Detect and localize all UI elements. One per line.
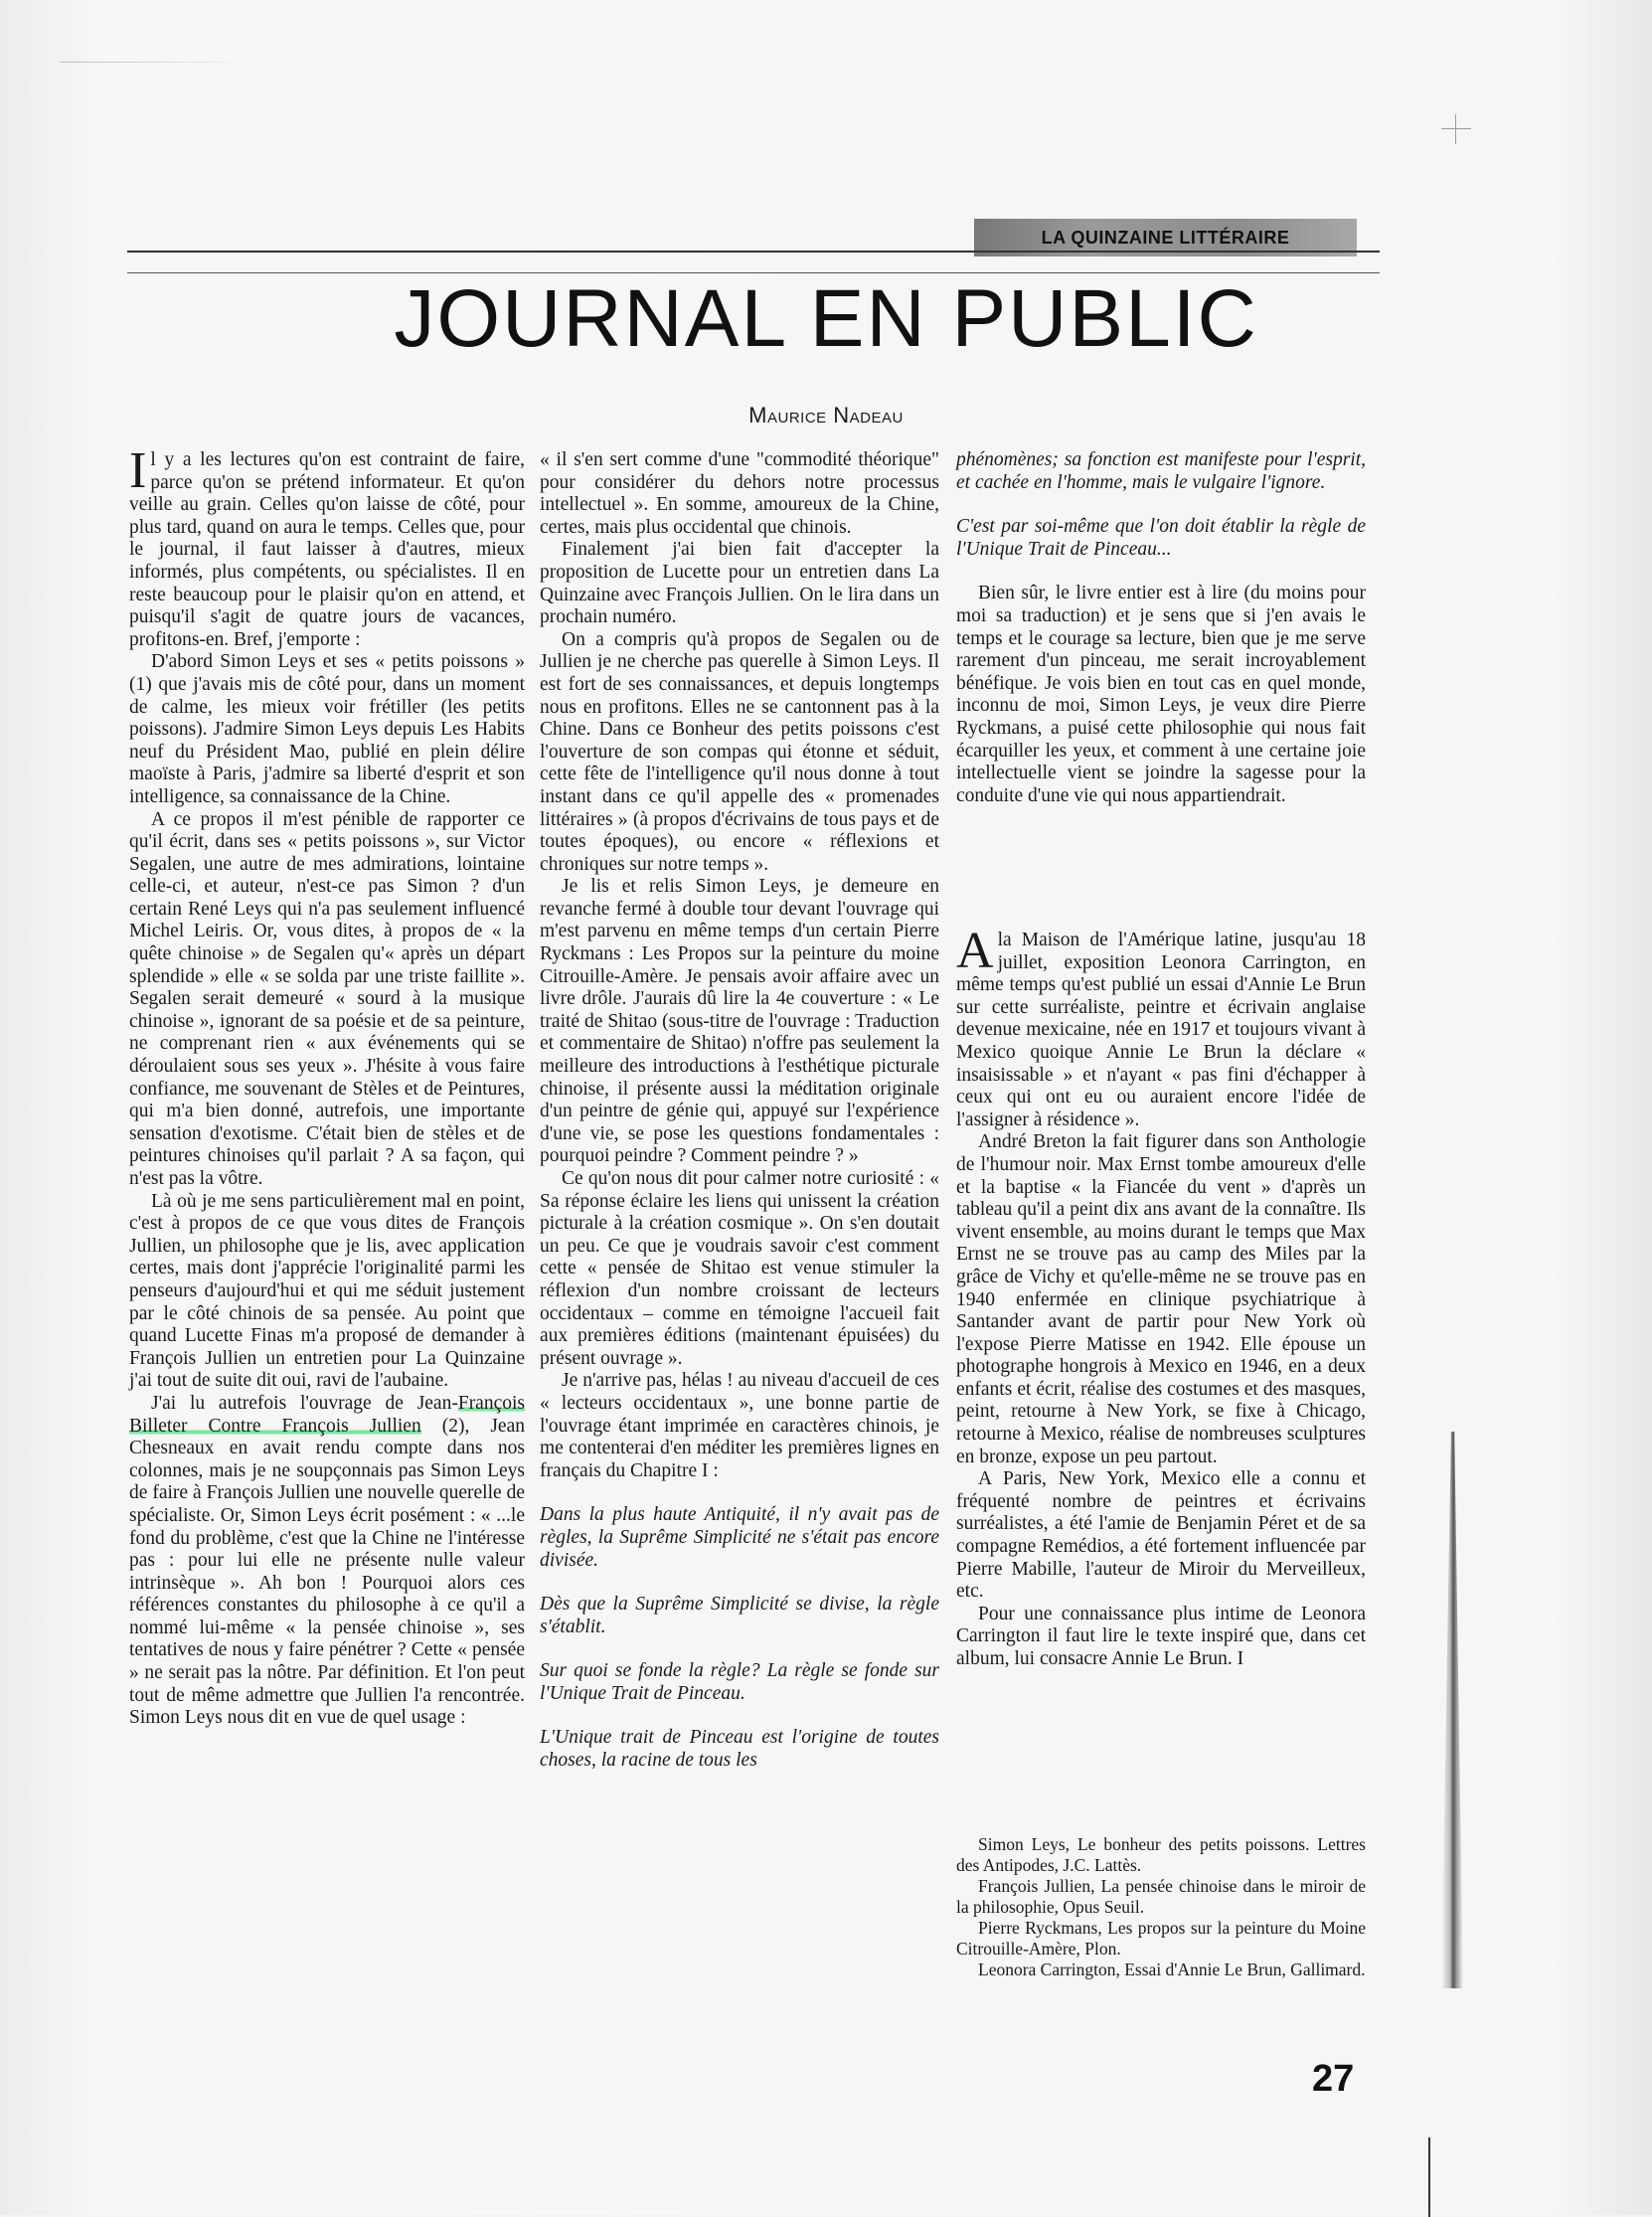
scan-edge-line: [60, 62, 258, 63]
paragraph: D'abord Simon Leys et ses « petits poissons » (1) que j'avais mis de côté pour, dans un moment de calme, les mieux voir frétiller (les petits poissons). J'admire Simon Leys depuis Les Habits neuf du Président Mao, publié en plein délire maoïste à Paris, j'admire sa liberté d'esprit et son intelligence, sa connaissance de la Chine.: [129, 651, 525, 807]
paragraph: Je lis et relis Simon Leys, je demeure en revanche fermé à double tour devant l'ouvrage qui m'est parvenu en même temps d'un certain Pierre Ryckmans : Les Propos sur la peinture du moine Citrouille-Amère. Je pensais avoir affaire avec un livre drôle. J'aurais dû lire la 4e couverture : « Le traité de Shitao (sous-titre de l'ouvrage : Traduction et commentaire de Shitao) n'offre pas seulement la meilleure des introductions à l'esthétique picturale chinoise, il présente aussi la méditation originale d'un peintre de génie qui, appuyé sur l'expérience d'une vie, se pose les questions fondamentales : pourquoi peindre ? Comment peindre ? »: [540, 876, 939, 1167]
paragraph: On a compris qu'à propos de Segalen ou de Jullien je ne cherche pas querelle à Simon Leys. Il est fort de ses connaissances, et depuis longtemps nous en profitons. Elles ne se cantonnent pas à la Chine. Dans ce Bonheur des petits poissons c'est l'ouverture de son compas qui étonne et séduit, cette fête de l'intelligence qu'il nous donne à tout instant dans ce qu'il appelle des « promenades littéraires » (à propos d'écrivains de tous pays et de toutes époques), ou encore « réflexions et chroniques sur notre temps ».: [540, 628, 939, 875]
quotation: phénomènes; sa fonction est manifeste pour l'esprit, et cachée en l'homme, mais le vulgaire l'ignore.: [956, 449, 1366, 493]
quotation: Sur quoi se fonde la règle? La règle se fonde sur l'Unique Trait de Pinceau.: [540, 1660, 939, 1704]
paragraph: Je n'arrive pas, hélas ! au niveau d'accueil de ces « lecteurs occidentaux », une bonne partie de l'ouvrage étant imprimée en caractères chinois, je me contenterai d'en méditer les premières lignes en français du Chapitre I :: [540, 1370, 939, 1481]
quotation: Dès que la Suprême Simplicité se divise, la règle s'établit.: [540, 1594, 939, 1637]
quotation: L'Unique trait de Pinceau est l'origine de toutes choses, la racine de tous les: [540, 1727, 939, 1772]
text-column-1: [129, 442, 525, 1730]
text-column-3-section-2: [956, 923, 1366, 1671]
paragraph: Ce qu'on nous dit pour calmer notre curiosité : « Sa réponse éclaire les liens qui unissent la création picturale à la création cosmique ». On s'en doutait un peu. Ce que je voudrais savoir c'est comment cette « pensée de Shitao est venue stimuler la réflexion d'un nombre croissant de lecteurs occidentaux – comme en témoigne l'accueil fait aux premières éditions (maintenant épuisées) du présent ouvrage ».: [540, 1168, 939, 1369]
publication-banner: LA QUINZAINE LITTÉRAIRE: [974, 219, 1357, 256]
quotation: C'est par soi-même que l'on doit établir la règle de l'Unique Trait de Pinceau...: [956, 516, 1366, 560]
note-item: Simon Leys, Le bonheur des petits poissons. Lettres des Antipodes, J.C. Lattès.: [956, 1834, 1366, 1875]
bibliography-notes: [956, 1834, 1366, 1980]
margin-binding-mark: [1441, 1432, 1463, 1988]
paragraph: A ce propos il m'est pénible de rapporter ce qu'il écrit, dans ses « petits poissons », sur Victor Segalen, une autre de mes admirations, lointaine celle-ci, et auteur, n'est-ce pas Simon ? d'un certain René Leys qui n'a pas seulement influencé Michel Leiris. Or, vous dites, à propos de « la quête chinoise » de Segalen qu'« après un départ splendide » elle « se solda par une triste faillite ». Segalen serait demeuré « sourd à la musique chinoise », ignorant de sa poésie et de sa peinture, ne comprenant rien « aux événements qui se déroulaient sous ses yeux ». J'hésite à vous faire confiance, me souvenant de Stèles et de Peintures, qui m'a bien donné, autrefois, une importante sensation d'exotisme. C'était bien de stèles et de peintures chinoises qu'il parlait ? A sa façon, qui n'est pas la vôtre.: [129, 808, 525, 1189]
highlighted-text: François Billeter Contre François Jullien: [129, 1392, 525, 1437]
article-title: JOURNAL EN PUBLIC: [394, 273, 1258, 364]
paragraph: Il y a les lectures qu'on est contraint de faire, parce qu'on se prétend informateur. Et qu'on veille au grain. Celles qu'on laisse de côté, pour plus tard, quand on aura le temps. Celles que, pour le journal, il faut laisser à d'autres, mieux informés, plus compétents, ou spécialistes. Il en reste beaucoup pour le plaisir qu'on en attend, et puisqu'il s'agit de quatre jours de vacances, profitons-en. Bref, j'emporte :: [129, 442, 525, 650]
paragraph: André Breton la fait figurer dans son Anthologie de l'humour noir. Max Ernst tombe amoureux d'elle et la baptise « la Fiancée du vent » d'après un tableau qu'il a peint dix ans avant de la connaître. Ils vivent ensemble, au moins durant le temps que Max Ernst ne se trouve pas au camp des Miles par la grâce de Vichy et qu'elle-même ne se trouve pas en 1940 enfermée en clinique psychiatrique à Santander avant de partir pour New York où l'expose Pierre Matisse en 1942. Elle épouse un photographe hongrois à Mexico en 1946, en a deux enfants et écrit, réalise des costumes et des masques, peint, retourne à New York, se fixe à Chicago, retourne à Mexico, réalise de nombreuses sculptures en bronze, expose un peu partout.: [956, 1131, 1366, 1467]
paragraph: « il s'en sert comme d'une "commodité théorique" pour considérer du dehors notre processus intellectuel ». En somme, amoureux de la Chine, certes, mais plus occidental que chinois.: [540, 449, 939, 538]
header-rule: [127, 251, 1380, 253]
text-column-3: [956, 449, 1366, 807]
paragraph: Là où je me sens particulièrement mal en point, c'est à propos de ce que vous dites de François Jullien, un philosophe que je lis, avec application certes, mais dont j'apprécie l'originalité parmi les penseurs d'aujourd'hui et qui me séduit justement par le côté chinois de sa pensée. Au point que quand Lucette Finas m'a proposé de demander à François Jullien un entretien pour La Quinzaine j'ai tout de suite dit oui, ravi de l'aubaine.: [129, 1190, 525, 1392]
quotation: Dans la plus haute Antiquité, il n'y avait pas de règles, la Suprême Simplicité ne s'était pas encore divisée.: [540, 1504, 939, 1571]
text-column-2: [540, 449, 939, 1773]
note-item: Leonora Carrington, Essai d'Annie Le Brun, Gallimard.: [978, 1960, 1366, 1979]
note-item: François Jullien, La pensée chinoise dans le miroir de la philosophie, Opus Seuil.: [956, 1876, 1366, 1917]
paragraph: J'ai lu autrefois l'ouvrage de Jean-François Billeter Contre François Jullien (2), Jean Chesneaux en avait rendu compte dans nos colonnes, mais je ne soupçonnais pas Simon Leys de faire à François Jullien une nouvelle querelle de spécialiste. Or, Simon Leys écrit posément : « ...le fond du problème, c'est que la Chine ne l'intéresse pas : pour lui elle ne présente nulle valeur intrinsèque ». Ah bon ! Pourquoi alors ces références constantes du philosophe à ce qu'il a nommé lui-même « la pensée chinoise », ses tentatives de nous y faire pénétrer ? Cette « pensée » ne serait pas la nôtre. Par définition. Et l'on peut tout de même admettre que Jullien l'a rencontrée. Simon Leys nous dit en vue de quel usage :: [129, 1392, 525, 1729]
registration-crosshair-icon: [1441, 114, 1471, 144]
paragraph: A Paris, New York, Mexico elle a connu et fréquenté nombre de peintres et écrivains surréalistes, a été l'amie de Benjamin Péret et de sa compagne Remédios, a été fortement influencée par Pierre Mabille, l'auteur de Miroir du Merveilleux, etc.: [956, 1468, 1366, 1603]
scan-edge-tick: [1428, 2137, 1430, 2217]
article-author: Maurice Nadeau: [748, 403, 904, 427]
paragraph: Finalement j'ai bien fait d'accepter la proposition de Lucette pour un entretien dans La Quinzaine avec François Jullien. On le lira dans un prochain numéro.: [540, 539, 939, 628]
drop-cap: A: [956, 923, 994, 979]
drop-cap: I: [129, 442, 147, 499]
paragraph: Pour une connaissance plus intime de Leonora Carrington il faut lire le texte inspiré que, dans cet album, lui consacre Annie Le Brun. I: [956, 1603, 1366, 1669]
paragraph: Bien sûr, le livre entier est à lire (du moins pour moi sa traduction) et je sens que si j'en avais le temps et le courage sa lecture, bien que je me serve rarement d'un pinceau, me serait incroyablement bénéfique. Je vois bien en tout cas en quel monde, inconnu de moi, Simon Leys, je veux dire Pierre Ryckmans, a puisé cette philosophie qui nous fait écarquiller les yeux, et comment à une certaine joie intellectuelle vient se joindre la sagesse pour la conduite d'une vie qui nous appartiendrait.: [956, 583, 1366, 806]
page-number: 27: [1312, 2058, 1355, 2100]
paragraph: Ala Maison de l'Amérique latine, jusqu'au 18 juillet, exposition Leonora Carrington, en même temps qu'est publié un essai d'Annie Le Brun sur cette surréaliste, peintre et écrivain anglaise devenue mexicaine, née en 1917 et toujours vivant à Mexico quoique Annie Le Brun la déclare « insaisissable » et n'ayant « pas fini d'échapper à ceux qui ont eu ou auraient encore l'idée de l'assigner à résidence ».: [956, 923, 1366, 1130]
note-item: Pierre Ryckmans, Les propos sur la peinture du Moine Citrouille-Amère, Plon.: [956, 1918, 1366, 1959]
